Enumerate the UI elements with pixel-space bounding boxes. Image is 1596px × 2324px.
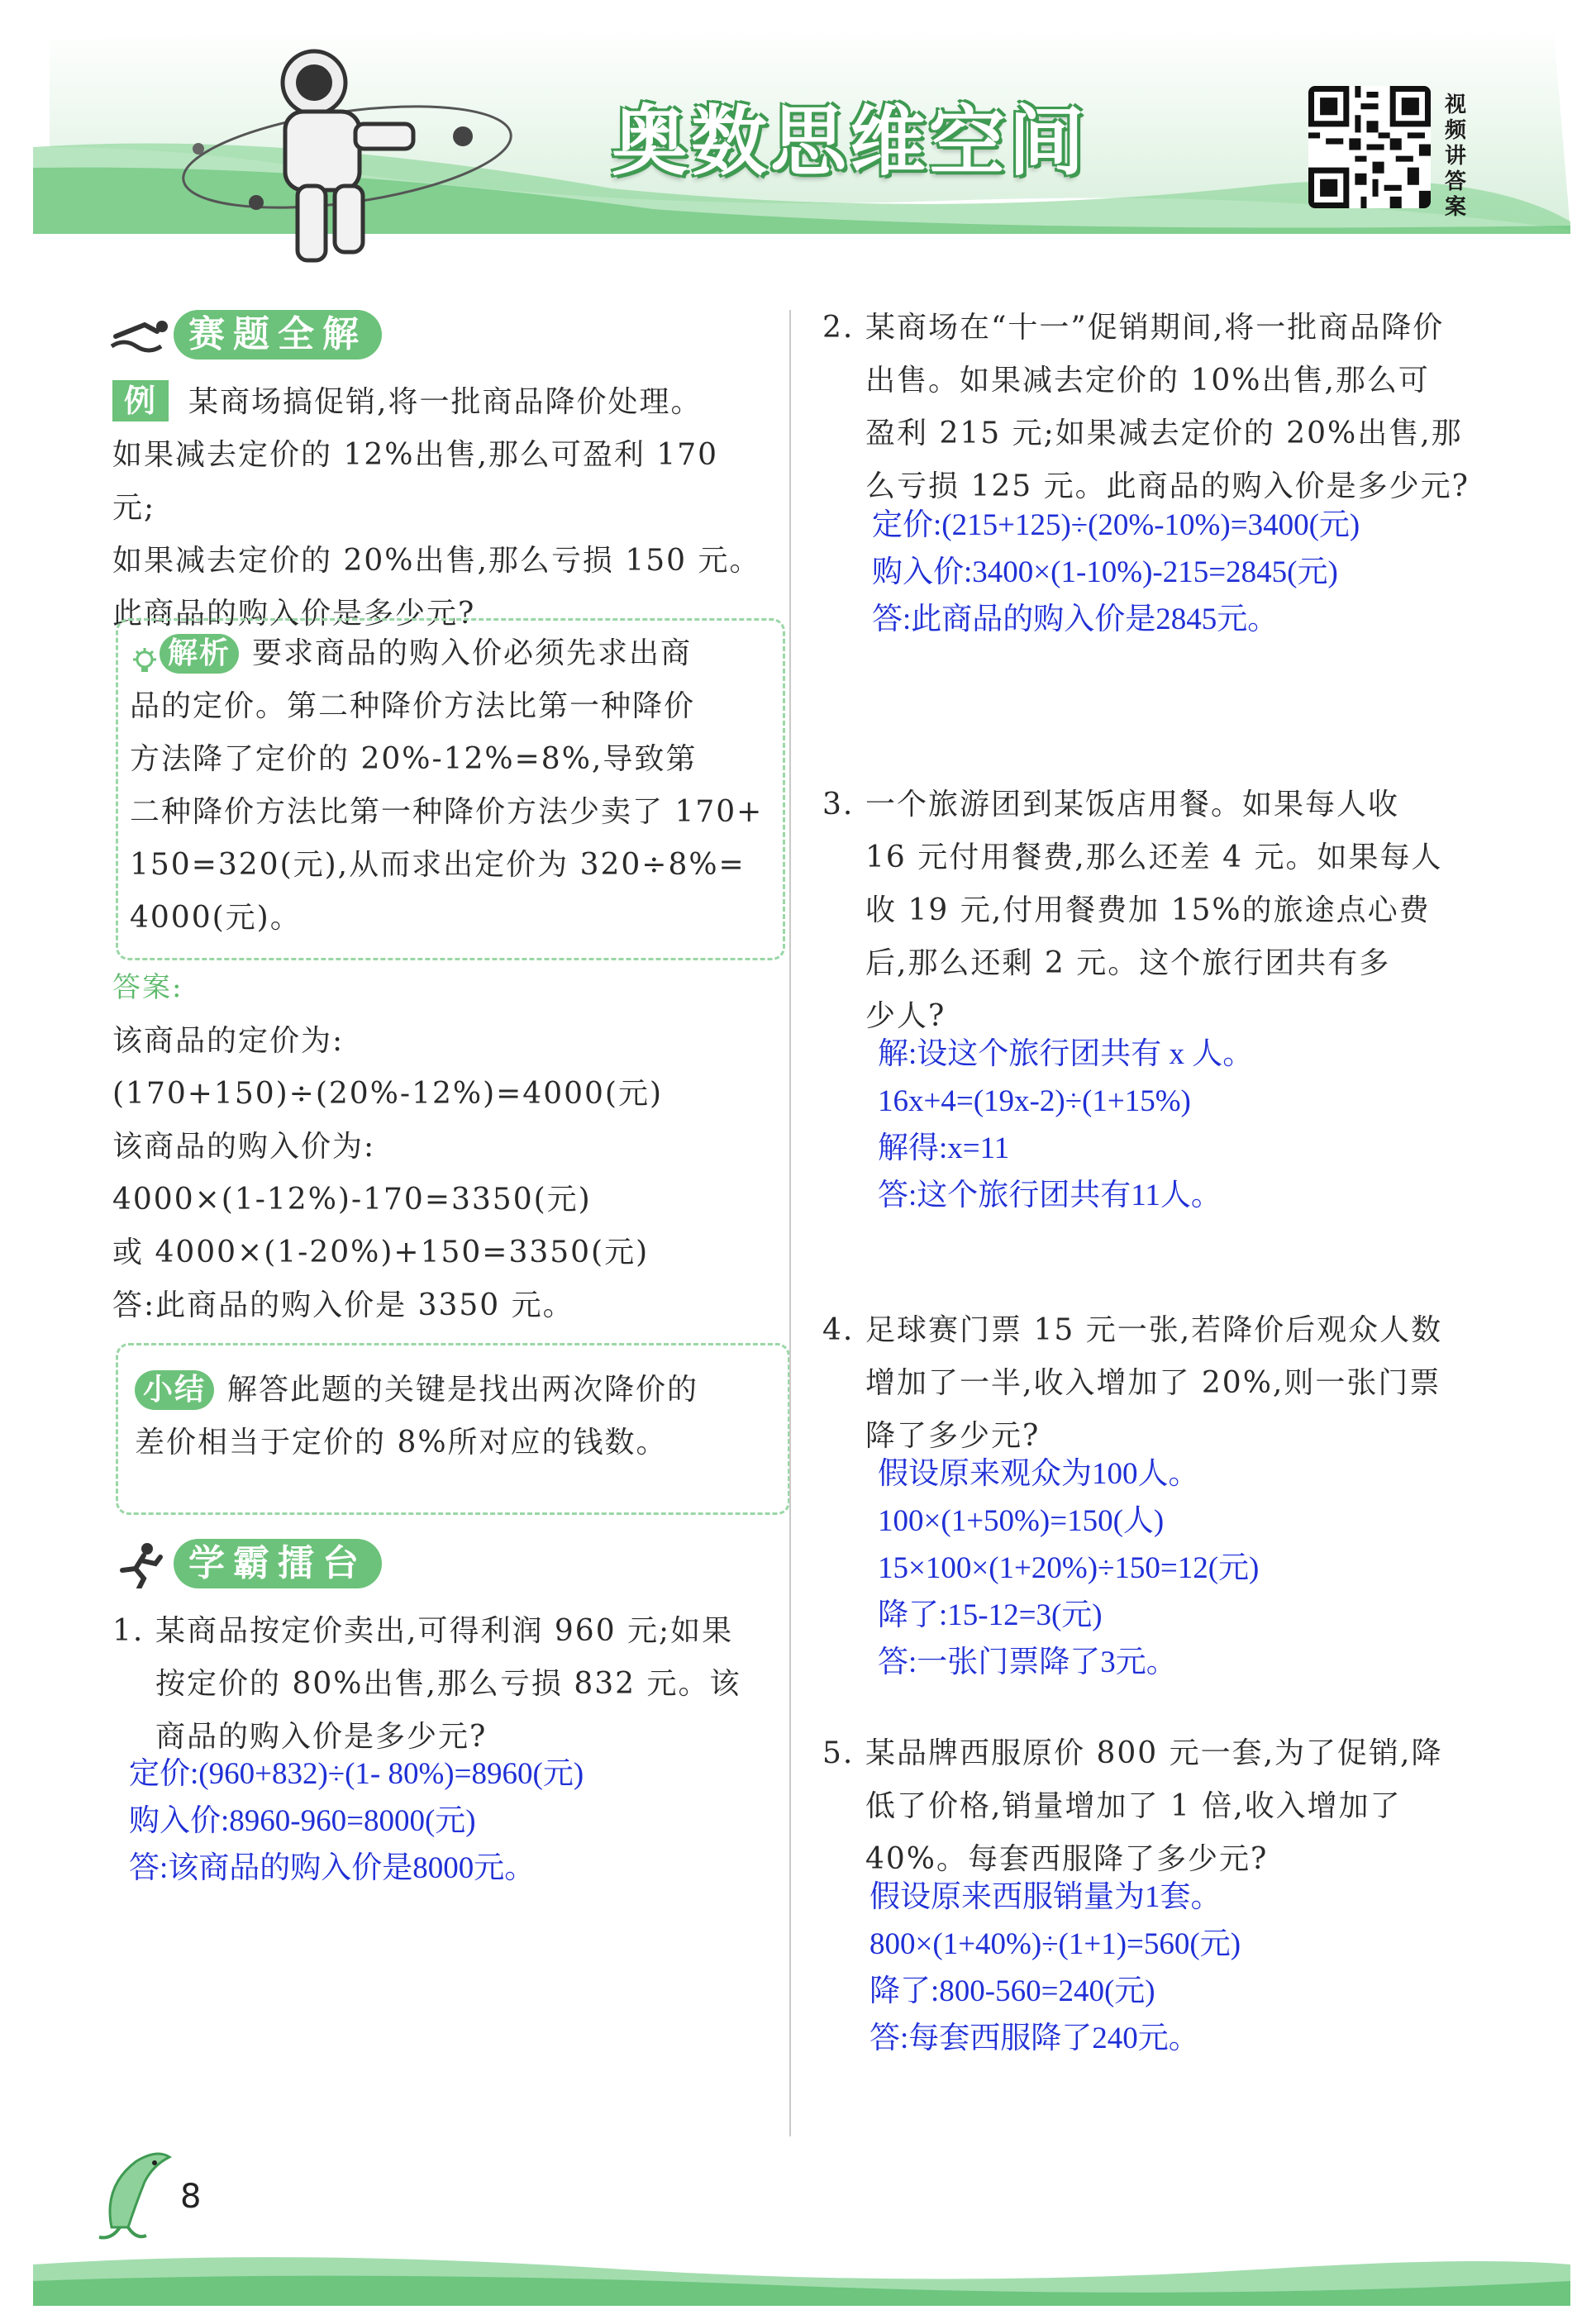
- answer-block: [112, 1015, 774, 1332]
- column-divider: [789, 310, 791, 2136]
- example-line: 如果减去定价的 12%出售,那么可盈利 170 元;: [112, 438, 719, 525]
- analysis-line: 二种降价方法比第一种降价方法少卖了 170+: [130, 795, 764, 829]
- lightbulb-icon: [130, 641, 160, 670]
- answer-line: 800×(1+40%)÷(1+1)=560(元): [869, 1927, 1241, 1961]
- summary-line: 差价相当于定价的 8%所对应的钱数。: [135, 1426, 668, 1460]
- answer-1: [129, 1750, 774, 1892]
- question-line: 1. 某商品按定价卖出,可得利润 960 元;如果: [112, 1605, 774, 1658]
- question-number: 3.: [822, 788, 855, 821]
- question-line: 3. 一个旅游团到某饭店用餐。如果每人收: [822, 779, 1550, 831]
- analysis-line: 方法降了定价的 20%-12%=8%,导致第: [130, 742, 698, 776]
- question-line: 盈利 215 元;如果减去定价的 20%出售,那: [865, 417, 1463, 450]
- qr-label: 视频讲答案: [1444, 93, 1466, 220]
- answer-line: 购入价:3400×(1-10%)-215=2845(元): [872, 555, 1338, 589]
- question-line: 5. 某品牌西服原价 800 元一套,为了促销,降: [822, 1727, 1550, 1780]
- answer-line: 降了:800-560=240(元): [869, 1974, 1155, 2008]
- astronaut-illustration: [165, 25, 529, 289]
- answer-line: 4000×(1-12%)-170=3350(元): [112, 1183, 592, 1217]
- question-line: 商品的购入价是多少元?: [155, 1720, 488, 1754]
- answer-line: 答:每套西服降了240元。: [869, 2022, 1199, 2055]
- question-line: 么亏损 125 元。此商品的购入价是多少元?: [865, 469, 1470, 503]
- question-line: 4. 足球赛门票 15 元一张,若降价后观众人数: [822, 1304, 1550, 1357]
- answer-line: 降了:15-12=3(元): [878, 1598, 1103, 1632]
- example-line: 此商品的购入价是多少元?: [112, 597, 476, 631]
- answer-3: [878, 1031, 1564, 1219]
- example-line: 例 某商场搞促销,将一批商品降价处理。: [112, 376, 765, 429]
- question-line: 16 元付用餐费,那么还差 4 元。如果每人: [865, 841, 1443, 874]
- question-3: [822, 779, 1550, 1043]
- answer-line: 解得:x=11: [878, 1131, 1010, 1165]
- answer-line: 假设原来西服销量为1套。: [869, 1880, 1222, 1914]
- summary-line: 小结 解答此题的关键是找出两次降价的: [135, 1364, 788, 1417]
- example-line: 如果减去定价的 20%出售,那么亏损 150 元。: [112, 544, 761, 578]
- answer-line: 15×100×(1+20%)÷150=12(元): [878, 1551, 1260, 1585]
- answer-5: [869, 1874, 1564, 2062]
- qr-code[interactable]: [1308, 86, 1431, 208]
- question-line: 出售。如果减去定价的 10%出售,那么可: [865, 364, 1430, 398]
- answer-line: 100×(1+50%)=150(人): [878, 1504, 1165, 1538]
- answer-line: 答:此商品的购入价是 3350 元。: [112, 1288, 574, 1322]
- runner-icon: [107, 1542, 174, 1588]
- example-tag: 例: [112, 380, 169, 421]
- question-line: 40%。每套西服降了多少元?: [865, 1842, 1269, 1876]
- answer-4: [878, 1450, 1564, 1686]
- page-banner-title: 奥数思维空间: [612, 98, 1089, 186]
- answer-line: 定价:(960+832)÷(1- 80%)=8960(元): [129, 1757, 584, 1791]
- question-number: 2.: [822, 311, 855, 345]
- page-number: 8: [180, 2178, 202, 2216]
- answer-line: 16x+4=(19x-2)÷(1+15%): [878, 1084, 1191, 1118]
- analysis-line: 品的定价。第二种降价方法比第一种降价: [130, 689, 696, 723]
- answer-line: 解:设这个旅行团共有 x 人。: [878, 1037, 1254, 1071]
- answer-line: 购入价:8960-960=8000(元): [129, 1804, 476, 1838]
- answer-line: (170+150)÷(20%-12%)=4000(元): [112, 1077, 663, 1111]
- question-number: 4.: [822, 1313, 855, 1347]
- summary-box: [116, 1343, 790, 1515]
- answer-label: 答案:: [112, 971, 183, 1004]
- answer-line: 答:这个旅行团共有11人。: [878, 1179, 1222, 1212]
- answer-line: 答:此商品的购入价是2845元。: [872, 602, 1279, 636]
- answer-line: 假设原来观众为100人。: [878, 1457, 1199, 1491]
- analysis-line: 解析 要求商品的购入价必须先求出商: [130, 627, 783, 680]
- example-problem: [112, 376, 765, 641]
- swimmer-icon: [107, 313, 174, 360]
- question-line: 收 19 元,付用餐费加 15%的旅途点心费: [865, 893, 1431, 927]
- question-number: 5.: [822, 1736, 855, 1770]
- answer-line: 答:该商品的购入价是8000元。: [129, 1851, 536, 1885]
- question-5: [822, 1727, 1550, 1886]
- section-header-arena: [107, 1539, 455, 1588]
- question-line: 按定价的 80%出售,那么亏损 832 元。该: [155, 1667, 741, 1701]
- section-header-full-solution: [107, 310, 455, 360]
- question-1: [112, 1605, 774, 1764]
- analysis-line: 150=320(元),从而求出定价为 320÷8%=: [130, 848, 746, 882]
- analysis-tag: 解析: [160, 634, 239, 674]
- question-line: 少人?: [865, 999, 946, 1033]
- answer-line: 定价:(215+125)÷(20%-10%)=3400(元): [872, 508, 1360, 542]
- question-line: 降了多少元?: [865, 1419, 1041, 1453]
- question-line: 2. 某商场在“十一”促销期间,将一批商品降价: [822, 302, 1550, 355]
- question-number: 1.: [112, 1614, 145, 1648]
- answer-line: 该商品的定价为:: [112, 1024, 345, 1058]
- section-title: 赛题全解: [174, 310, 382, 360]
- analysis-line: 4000(元)。: [130, 901, 302, 935]
- question-line: 低了价格,销量增加了 1 倍,收入增加了: [865, 1789, 1402, 1823]
- question-line: 增加了一半,收入增加了 20%,则一张门票: [865, 1366, 1441, 1400]
- question-4: [822, 1304, 1550, 1463]
- question-line: 后,那么还剩 2 元。这个旅行团共有多: [865, 946, 1391, 980]
- footer-wave: [33, 2231, 1570, 2306]
- section-title: 学霸擂台: [174, 1539, 382, 1588]
- answer-line: 该商品的购入价为:: [112, 1130, 376, 1164]
- analysis-box: [116, 618, 785, 960]
- answer-2: [872, 502, 1566, 643]
- dolphin-icon: [95, 2145, 178, 2244]
- answer-line: 或 4000×(1-20%)+150=3350(元): [112, 1236, 650, 1269]
- answer-line: 答:一张门票降了3元。: [878, 1645, 1177, 1679]
- summary-tag: 小结: [135, 1370, 214, 1410]
- question-2: [822, 302, 1550, 513]
